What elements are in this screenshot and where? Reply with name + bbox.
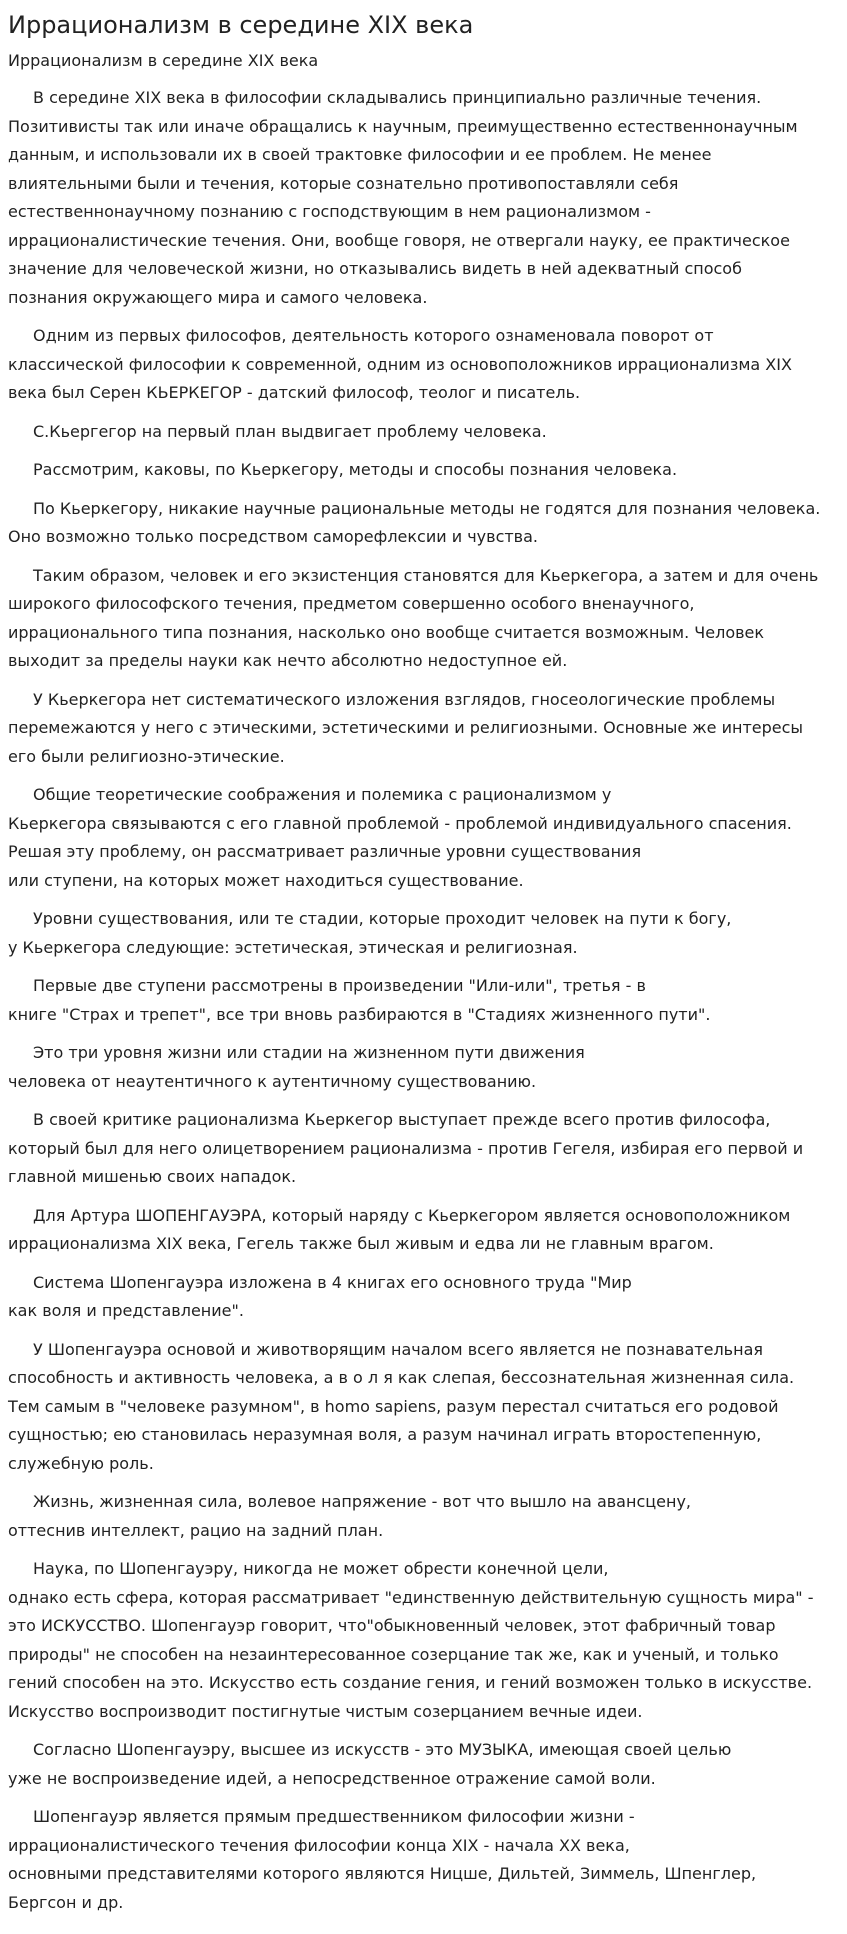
- paragraph: Уровни существования, или те стадии, которые проходит человек на пути к богу, у Кьеркегора следующие: эстетическая, этическая и религиозная.: [8, 909, 732, 957]
- paragraph: Одним из первых философов, деятельность которого ознаменовала поворот от классической философии к современной, одним из основоположников иррационализма XIX века был Серен КЬЕРКЕГОР - датский философ, теолог и писатель.: [8, 326, 792, 402]
- paragraph: Жизнь, жизненная сила, волевое напряжение - вот что вышло на авансцену, оттеснив интеллект, рацио на задний план.: [8, 1492, 691, 1540]
- paragraph: В своей критике рационализма Кьеркегор выступает прежде всего против философа, который был для него олицетворением рационализма - против Гегеля, избирая его первой и главной мишенью своих нападок.: [8, 1110, 804, 1186]
- paragraph: Это три уровня жизни или стадии на жизненном пути движения человека от неаутентичного к аутентичному существованию.: [8, 1043, 585, 1091]
- paragraph: У Шопенгауэра основой и животворящим началом всего является не познавательная способность и активность человека, а в о л я как слепая, бессознательная жизненная сила. Тем самым в "человеке разумном", в homo sapiens, разум перестал считаться его родовой сущностью; ею становилась неразумная воля, а разум начинал играть второстепенную, служебную роль.: [8, 1339, 795, 1473]
- paragraph: В середине XIX века в философии складывались принципиально различные течения. Позитивисты так или иначе обращались к научным, преимущественно естественнонаучным данным, и использовали их в своей трактовке философии и ее проблем. Не менее влиятельными были и течения, которые сознательно противопоставляли себя естественнонаучному познанию с господствующим в нем рационализмом - иррационалистические течения. Они, вообще говоря, не отвергали науку, ее практическое значение для человеческой жизни, но отказывались видеть в ней адекватный способ познания окружающего мира и самого человека.: [8, 88, 798, 307]
- article-body: [8, 84, 823, 1917]
- paragraph: Система Шопенгауэра изложена в 4 книгах его основного труда "Мир как воля и представление".: [8, 1272, 632, 1320]
- paragraph: По Кьеркегору, никакие научные рациональные методы не годятся для познания человека. Оно возможно только посредством саморефлексии и чувства.: [8, 498, 821, 546]
- paragraph: Первые две ступени рассмотрены в произведении "Или-или", третья - в книге "Страх и трепет", все три вновь разбираются в "Стадиях жизненного пути".: [8, 976, 711, 1024]
- paragraph: С.Кьергегор на первый план выдвигает проблему человека.: [33, 421, 547, 441]
- paragraph: Рассмотрим, каковы, по Кьеркегору, методы и способы познания человека.: [33, 460, 678, 479]
- paragraph: Таким образом, человек и его экзистенция становятся для Кьеркегора, а затем и для очень широкого философского течения, предметом совершенно особого вненаучного, иррационального типа познания, насколько оно вообще считается возможным. Человек выходит за пределы науки как нечто абсолютно недоступное ей.: [8, 565, 819, 670]
- paragraph: Согласно Шопенгауэру, высшее из искусств - это МУЗЫКА, имеющая своей целью уже не воспроизведение идей, а непосредственное отражение самой воли.: [8, 1740, 732, 1788]
- article-subtitle: Иррационализм в середине XIX века: [8, 51, 319, 70]
- paragraph: Наука, по Шопенгауэру, никогда не может обрести конечной цели, однако есть сфера, которая рассматривает "единственную действительную сущность мира" - это ИСКУССТВО. Шопенгауэр говорит, что"обыкновенный человек, этот фабричный товар природы" не способен на незаинтересованное созерцание так же, как и ученый, и только гений способен на это. Искусство есть создание гения, и гений возможен только в искусстве. Искусство воспроизводит постигнутые чистым созерцанием вечные идеи.: [8, 1559, 814, 1721]
- paragraph: У Кьеркегора нет систематического изложения взглядов, гносеологические проблемы перемежаются у него с этическими, эстетическими и религиозными. Основные же интересы его были религиозно-этические.: [8, 689, 804, 766]
- page-title: Иррационализм в середине XIX века: [8, 11, 474, 39]
- paragraph: Общие теоретические соображения и полемика с рационализмом у Кьеркегора связываются с его главной проблемой - проблемой индивидуального спасения. Решая эту проблему, он рассматривает различные уровни существования или ступени, на которых может находиться существование.: [8, 785, 792, 890]
- paragraph: Для Артура ШОПЕНГАУЭРА, который наряду с Кьеркегором является основоположником иррационализма XIX века, Гегель также был живым и едва ли не главным врагом.: [8, 1205, 791, 1253]
- paragraph: Шопенгауэр является прямым предшественником философии жизни - иррационалистического течения философии конца XIX - начала XX века, основными представителями которого являются Ницше, Дильтей, Зиммель, Шпенглер, Бергсон и др.: [8, 1807, 757, 1912]
